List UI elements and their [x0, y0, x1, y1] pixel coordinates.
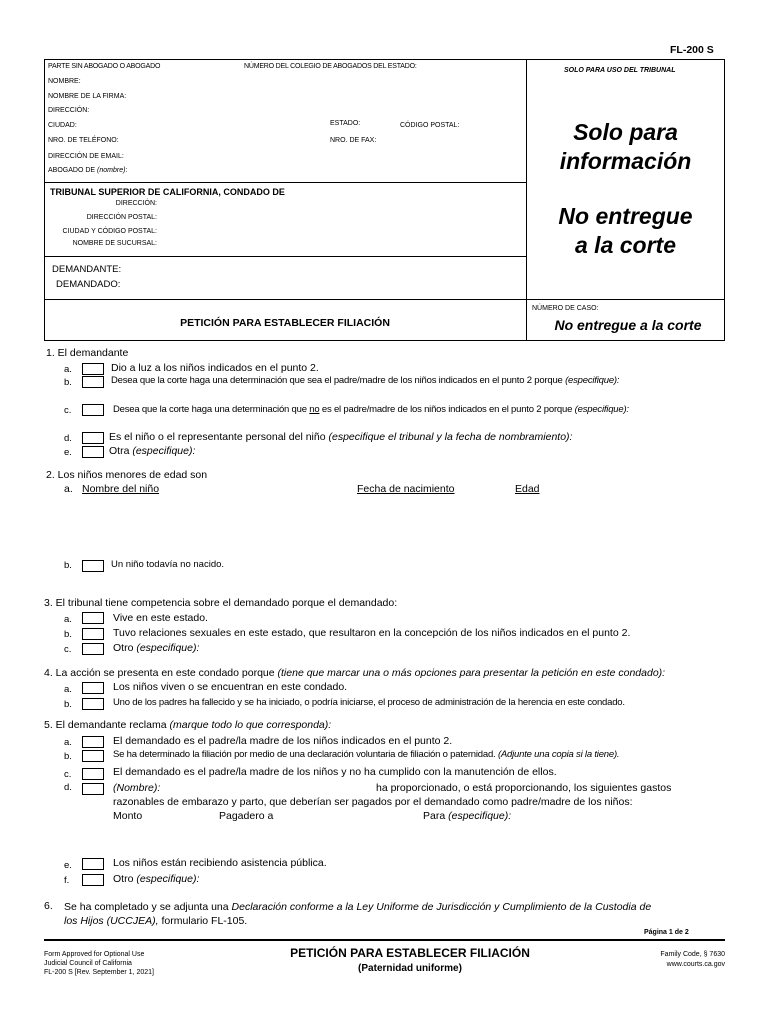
- letter-b: b.: [64, 377, 72, 388]
- bar-number-label: NÚMERO DEL COLEGIO DE ABOGADOS DEL ESTADO:: [244, 63, 417, 70]
- case-number-value: No entregue a la corte: [554, 317, 702, 333]
- checkbox-3c[interactable]: [82, 643, 104, 655]
- letter-b: b.: [64, 751, 72, 762]
- item-6-number: 6.: [44, 900, 53, 912]
- item-2b-text: Un niño todavía no nacido.: [111, 559, 225, 570]
- item-1-heading: 1. El demandante: [46, 347, 129, 359]
- branch-name-label[interactable]: NOMBRE DE SUCURSAL:: [72, 240, 157, 247]
- footer-title: PETICIÓN PARA ESTABLECER FILIACIÓN: [290, 946, 530, 960]
- zip-label[interactable]: CÓDIGO POSTAL:: [400, 122, 460, 129]
- col-birth-date: Fecha de nacimiento: [357, 483, 455, 495]
- checkbox-5b[interactable]: [82, 750, 104, 762]
- item-1e-text: Otra (especifique):: [109, 445, 196, 457]
- info-only-notice: Solo para información: [559, 119, 692, 174]
- for-label[interactable]: Para (especifique):: [423, 810, 512, 822]
- checkbox-3b[interactable]: [82, 628, 104, 640]
- item-2-heading: 2. Los niños menores de edad son: [46, 469, 208, 481]
- checkbox-5f[interactable]: [82, 874, 104, 886]
- letter-c: c.: [64, 769, 72, 780]
- item-5d-name-label[interactable]: (Nombre):: [113, 782, 161, 794]
- checkbox-1a[interactable]: [82, 363, 104, 375]
- item-1c-text: Desea que la corte haga una determinación que no es el padre/madre de los niños indicados en el punto 2 porque (especifique):: [113, 404, 629, 415]
- item-1b-text: Desea que la corte haga una determinación que sea el padre/madre de los niños indicados en el punto 2 porque (especifique):: [111, 375, 620, 386]
- letter-a: a.: [64, 684, 72, 695]
- letter-b: b.: [64, 629, 72, 640]
- city-label[interactable]: CIUDAD:: [48, 122, 77, 129]
- payable-to-label[interactable]: Pagadero a: [219, 810, 274, 822]
- checkbox-5d[interactable]: [82, 783, 104, 795]
- divider: [44, 256, 526, 257]
- city-zip-label[interactable]: CIUDAD Y CÓDIGO POSTAL:: [62, 228, 157, 235]
- firm-label[interactable]: NOMBRE DE LA FIRMA:: [48, 93, 127, 100]
- item-3b-text: Tuvo relaciones sexuales en este estado, que resultaron en la concepción de los niños indicados en el punto 2.: [113, 627, 631, 639]
- letter-e: e.: [64, 447, 72, 458]
- letter-a: a.: [64, 614, 72, 625]
- fax-label[interactable]: NRO. DE FAX:: [330, 137, 377, 144]
- col-age: Edad: [515, 483, 540, 495]
- letter-f: f.: [64, 875, 70, 886]
- item-4b-text: Uno de los padres ha fallecido y se ha iniciado, o podría iniciarse, el proceso de administración de la herencia en este condado.: [113, 697, 625, 708]
- item-3c-text: Otro (especifique):: [113, 642, 200, 654]
- col-child-name: Nombre del niño: [82, 483, 160, 495]
- letter-c: c.: [64, 644, 72, 655]
- footer-rule: [44, 939, 725, 941]
- page-number: Página 1 de 2: [644, 929, 689, 936]
- name-label[interactable]: NOMBRE:: [48, 78, 81, 85]
- item-5f-text: Otro (especifique):: [113, 873, 200, 885]
- item-5a-text: El demandado es el padre/la madre de los niños indicados en el punto 2.: [113, 735, 453, 747]
- letter-b: b.: [64, 699, 72, 710]
- letter-a: a.: [64, 737, 72, 748]
- item-1d-text: Es el niño o el representante personal del niño (especifique el tribunal y la fecha de nombramiento):: [109, 431, 573, 443]
- petitioner-label[interactable]: DEMANDANTE:: [52, 264, 122, 275]
- checkbox-4a[interactable]: [82, 682, 104, 694]
- letter-d: d.: [64, 433, 72, 444]
- do-not-file-notice: No entregue a la corte: [558, 203, 693, 258]
- item-4-heading: 4. La acción se presenta en este condado porque (tiene que marcar una o más opciones para presentar la petición en este condado):: [44, 667, 666, 679]
- item-3-heading: 3. El tribunal tiene competencia sobre el demandado porque el demandado:: [44, 597, 398, 609]
- respondent-label[interactable]: DEMANDADO:: [56, 279, 121, 290]
- item-5-heading: 5. El demandante reclama (marque todo lo que corresponda):: [44, 719, 332, 731]
- letter-c: c.: [64, 405, 72, 416]
- checkbox-1d[interactable]: [82, 432, 104, 444]
- divider: [44, 182, 526, 183]
- divider: [44, 299, 725, 300]
- state-label[interactable]: ESTADO:: [330, 120, 361, 127]
- case-number-label: NÚMERO DE CASO:: [532, 305, 599, 312]
- attorney-for-label[interactable]: ABOGADO DE (nombre):: [48, 167, 128, 174]
- checkbox-1c[interactable]: [82, 404, 104, 416]
- footer-left: Form Approved for Optional Use Judicial Council of California FL-200 S [Rev. September 1, 2021]: [44, 951, 154, 976]
- item-5c-text: El demandado es el padre/la madre de los niños y no ha cumplido con la manutención de ellos.: [113, 766, 557, 778]
- mailing-address-label[interactable]: DIRECCIÓN POSTAL:: [86, 214, 157, 221]
- checkbox-5a[interactable]: [82, 736, 104, 748]
- form-number: FL-200 S: [670, 44, 714, 56]
- checkbox-1e[interactable]: [82, 446, 104, 458]
- letter-a: a.: [64, 483, 73, 495]
- item-5e-text: Los niños están recibiendo asistencia pública.: [113, 857, 327, 869]
- attorney-label: PARTE SIN ABOGADO O ABOGADO: [48, 63, 161, 70]
- street-address-label[interactable]: DIRECCIÓN:: [115, 200, 157, 207]
- item-1a-text: Dio a luz a los niños indicados en el punto 2.: [111, 362, 319, 374]
- item-6-text: Se ha completado y se adjunta una Declaración conforme a la Ley Uniforme de Jurisdicción y Cumplimiento de la Custodia de los Hijos (UCCJEA), formulario FL-105.: [64, 901, 652, 927]
- letter-d: d.: [64, 782, 72, 793]
- letter-e: e.: [64, 860, 72, 871]
- letter-a: a.: [64, 364, 72, 375]
- checkbox-5e[interactable]: [82, 858, 104, 870]
- item-3a-text: Vive en este estado.: [113, 612, 208, 624]
- item-5d-text-2: razonables de embarazo y parto, que deberían ser pagados por el demandado como padre/madre de los niños:: [113, 796, 633, 808]
- form-title: PETICIÓN PARA ESTABLECER FILIACIÓN: [180, 317, 390, 329]
- checkbox-1b[interactable]: [82, 376, 104, 388]
- court-title: TRIBUNAL SUPERIOR DE CALIFORNIA, CONDADO DE: [50, 187, 285, 197]
- checkbox-3a[interactable]: [82, 612, 104, 624]
- footer-subtitle: (Paternidad uniforme): [358, 963, 462, 974]
- checkbox-2b[interactable]: [82, 560, 104, 572]
- checkbox-4b[interactable]: [82, 698, 104, 710]
- checkbox-5c[interactable]: [82, 768, 104, 780]
- footer-right: Family Code, § 7630 www.courts.ca.gov: [660, 951, 725, 968]
- phone-label[interactable]: NRO. DE TELÉFONO:: [48, 137, 119, 144]
- court-use-label: SOLO PARA USO DEL TRIBUNAL: [564, 67, 676, 74]
- letter-b: b.: [64, 560, 72, 571]
- item-4a-text: Los niños viven o se encuentran en este condado.: [113, 681, 348, 693]
- item-5d-text-1: ha proporcionado, o está proporcionando, los siguientes gastos: [376, 782, 672, 794]
- email-label[interactable]: DIRECCIÓN DE EMAIL:: [48, 153, 124, 160]
- item-5b-text: Se ha determinado la filiación por medio de una declaración voluntaria de filiación o paternidad. (Adjunte una copia si la tiene).: [113, 749, 620, 760]
- address-label[interactable]: DIRECCIÓN:: [48, 107, 90, 114]
- amount-label[interactable]: Monto: [113, 810, 143, 822]
